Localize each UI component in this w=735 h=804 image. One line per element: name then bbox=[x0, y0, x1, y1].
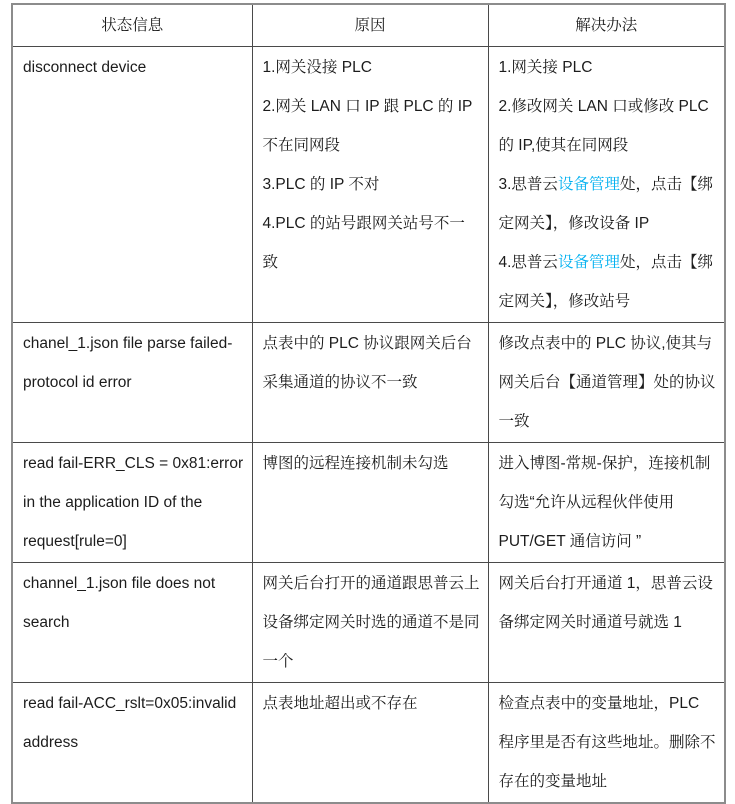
cell-paragraph bbox=[263, 324, 480, 402]
cell-paragraph bbox=[263, 204, 480, 282]
troubleshooting-table bbox=[11, 3, 726, 804]
table-header bbox=[12, 4, 725, 47]
header-status: 状态信息 bbox=[12, 4, 252, 47]
device-management-highlight: 设备管理 bbox=[557, 254, 620, 271]
cell-paragraph bbox=[23, 444, 244, 561]
cell-paragraph bbox=[263, 444, 480, 483]
text-run: 检查点表中的变量地址，PLC 程序里是否有这些地址。删除不存在的变量地址 bbox=[498, 695, 716, 790]
status-cell bbox=[12, 443, 252, 563]
text-run: 3.思普云 bbox=[498, 176, 558, 193]
cause-cell bbox=[252, 683, 488, 804]
solution-cell bbox=[488, 563, 725, 683]
device-management-highlight: 设备管理 bbox=[557, 176, 620, 193]
cell-paragraph bbox=[499, 87, 717, 165]
cell-paragraph bbox=[499, 444, 717, 561]
text-run: 1.网关没接 PLC bbox=[262, 59, 372, 76]
cell-paragraph bbox=[23, 684, 244, 762]
cell-paragraph bbox=[499, 165, 717, 243]
text-run: 4.PLC 的站号跟网关站号不一致 bbox=[262, 215, 465, 271]
table-row bbox=[12, 323, 725, 443]
solution-cell bbox=[488, 47, 725, 323]
cell-paragraph bbox=[499, 564, 717, 642]
cause-cell bbox=[252, 47, 488, 323]
header-solution: 解决办法 bbox=[488, 4, 725, 47]
text-run: 修改点表中的 PLC 协议,使其与网关后台【通道管理】处的协议一致 bbox=[498, 335, 716, 430]
status-cell bbox=[12, 323, 252, 443]
status-cell bbox=[12, 563, 252, 683]
cause-cell bbox=[252, 563, 488, 683]
table-row bbox=[12, 47, 725, 323]
text-run: read fail-ACC_rslt=0x05:invalid address bbox=[23, 695, 237, 751]
text-run: 处，点击【绑定网关】，修改设备 IP bbox=[498, 176, 713, 232]
status-cell bbox=[12, 683, 252, 804]
status-cell bbox=[12, 47, 252, 323]
cell-paragraph bbox=[263, 48, 480, 87]
cell-paragraph bbox=[23, 564, 244, 642]
text-run: 1.网关接 PLC bbox=[498, 59, 593, 76]
solution-cell bbox=[488, 683, 725, 804]
cell-paragraph bbox=[263, 564, 480, 681]
document-page bbox=[11, 3, 724, 804]
solution-cell bbox=[488, 323, 725, 443]
text-run: 2.网关 LAN 口 IP 跟 PLC 的 IP 不在同网段 bbox=[262, 98, 473, 154]
text-run: chanel_1.json file parse failed-protocol id error bbox=[23, 335, 233, 391]
text-run: disconnect device bbox=[23, 59, 147, 76]
cell-paragraph bbox=[499, 243, 717, 321]
cell-paragraph bbox=[23, 48, 244, 87]
cell-paragraph bbox=[263, 684, 480, 723]
header-cause: 原因 bbox=[252, 4, 488, 47]
cause-cell bbox=[252, 443, 488, 563]
text-run: read fail-ERR_CLS = 0x81:error in the application ID of the request[rule=0] bbox=[23, 455, 244, 550]
table-row bbox=[12, 683, 725, 804]
text-run: channel_1.json file does not search bbox=[23, 575, 216, 631]
cell-paragraph bbox=[499, 684, 717, 801]
table-row bbox=[12, 563, 725, 683]
table-body bbox=[12, 47, 725, 804]
text-run: 进入博图-常规-保护，连接机制勾选“允许从远程伙伴使用 PUT/GET 通信访问 ” bbox=[498, 455, 711, 550]
cell-paragraph bbox=[499, 324, 717, 441]
cell-paragraph bbox=[263, 87, 480, 165]
text-run: 网关后台打开通道 1，思普云设备绑定网关时通道号就选 1 bbox=[498, 575, 713, 631]
text-run: 4.思普云 bbox=[498, 254, 558, 271]
cell-paragraph bbox=[263, 165, 480, 204]
text-run: 2.修改网关 LAN 口或修改 PLC 的 IP,使其在同网段 bbox=[498, 98, 709, 154]
table-row bbox=[12, 443, 725, 563]
cause-cell bbox=[252, 323, 488, 443]
text-run: 3.PLC 的 IP 不对 bbox=[262, 176, 380, 193]
solution-cell bbox=[488, 443, 725, 563]
cell-paragraph bbox=[499, 48, 717, 87]
text-run: 处，点击【绑定网关】，修改站号 bbox=[498, 254, 713, 310]
text-run: 博图的远程连接机制未勾选 bbox=[262, 455, 449, 472]
cell-paragraph bbox=[23, 324, 244, 402]
text-run: 点表中的 PLC 协议跟网关后台采集通道的协议不一致 bbox=[262, 335, 472, 391]
text-run: 网关后台打开的通道跟思普云上设备绑定网关时选的通道不是同一个 bbox=[262, 575, 480, 670]
text-run: 点表地址超出或不存在 bbox=[262, 695, 418, 712]
header-row bbox=[12, 4, 725, 47]
